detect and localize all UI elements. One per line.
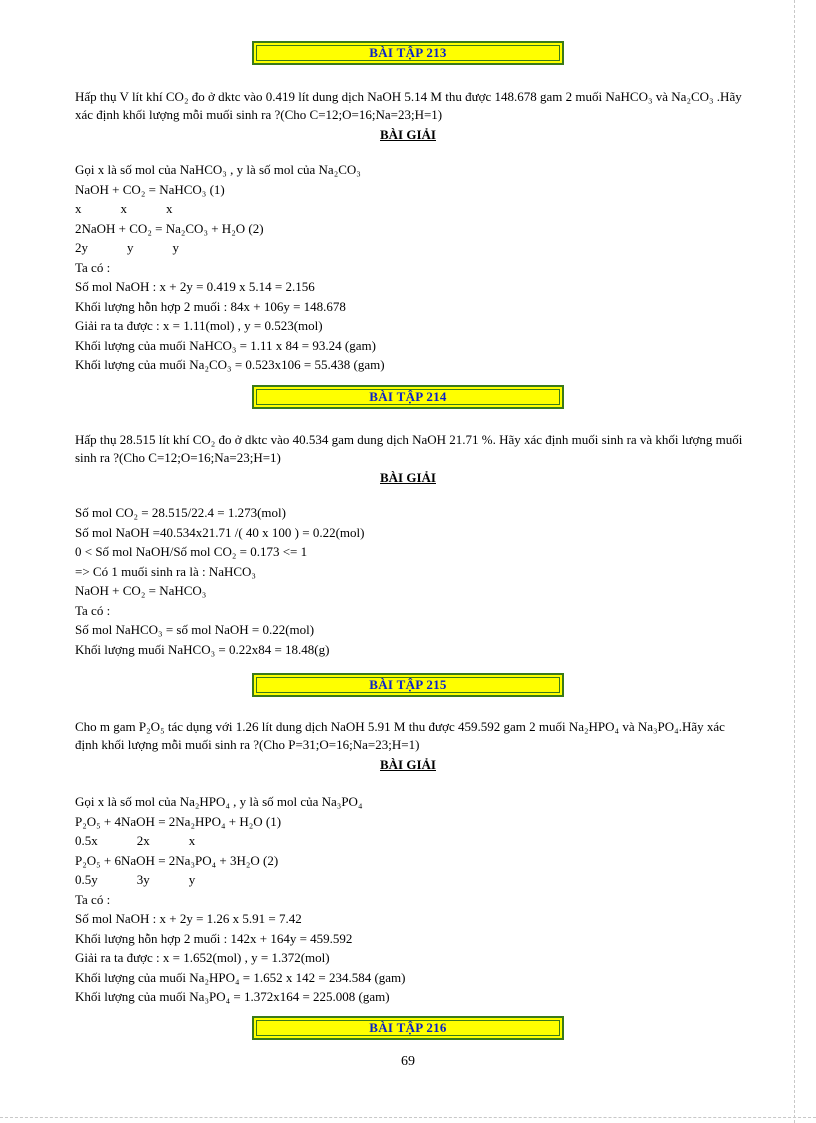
problem-statement-214: Hấp thụ 28.515 lít khí CO₂ đo ở dktc vào 40.534 gam dung dịch NaOH 21.71 %. Hãy xác định muối sinh ra và khối lượng muối sinh ra ?(Cho C=12;O=16;Na=23;H=1) <box>75 432 743 465</box>
section-title-text: BÀI TẬP 214 <box>369 389 447 404</box>
solution-lines-213 <box>75 160 715 375</box>
solution-line: Khối lượng muối NaHCO₃ = 0.22x84 = 18.48(g) <box>75 641 330 657</box>
page-margin-guide-bottom <box>0 1117 816 1118</box>
solution-line: Khối lượng hỗn hợp 2 muối : 142x + 164y = 459.592 <box>75 930 353 946</box>
section-title-text: BÀI TẬP 216 <box>369 1020 447 1035</box>
solution-heading-214: BÀI GIẢI <box>380 470 436 485</box>
solution-line: => Có 1 muối sinh ra là : NaHCO₃ <box>75 563 256 579</box>
solution-line: Ta có : <box>75 602 111 618</box>
solution-line: Khối lượng của muối Na₃PO₄ = 1.372x164 = 225.008 (gam) <box>75 989 390 1004</box>
solution-line: Khối lượng của muối Na₂CO₃ = 0.523x106 = 55.438 (gam) <box>75 357 385 372</box>
solution-line: Ta có : <box>75 891 111 907</box>
solution-line: Gọi x là số mol của NaHCO₃ , y là số mol của Na₂CO₃ <box>75 162 361 177</box>
solution-line: P₂O₅ + 4NaOH = 2Na₂HPO₄ + H₂O (1) <box>75 813 282 829</box>
solution-line: Ta có : <box>75 259 111 275</box>
solution-heading-213: BÀI GIẢI <box>380 127 436 142</box>
section-title-214 <box>252 385 564 409</box>
page-margin-guide-right <box>794 0 795 1123</box>
solution-line: Số mol NaOH : x + 2y = 1.26 x 5.91 = 7.42 <box>75 911 302 926</box>
problem-statement-215: Cho m gam P₂O₅ tác dụng với 1.26 lít dung dịch NaOH 5.91 M thu được 459.592 gam 2 muối Na₂HPO₄ và Na₃PO₄.Hãy xác định khối lượng mỗi muối sinh ra ?(Cho P=31;O=16;Na=23;H=1) <box>75 719 725 752</box>
solution-lines-215 <box>75 792 715 1007</box>
solution-line: NaOH + CO₂ = NaHCO₃ (1) <box>75 181 225 197</box>
solution-line: Khối lượng hỗn hợp 2 muối : 84x + 106y = 148.678 <box>75 298 346 314</box>
solution-line: Khối lượng của muối Na₂HPO₄ = 1.652 x 142 = 234.584 (gam) <box>75 969 406 985</box>
solution-line: Khối lượng của muối NaHCO₃ = 1.11 x 84 = 93.24 (gam) <box>75 337 376 353</box>
solution-line: 0 < Số mol NaOH/Số mol CO₂ = 0.173 <= 1 <box>75 544 308 559</box>
solution-line: 0.5y 3y y <box>75 872 196 887</box>
solution-line: 2y y y <box>75 240 179 255</box>
solution-line: Giải ra ta được : x = 1.652(mol) , y = 1.372(mol) <box>75 950 330 965</box>
solution-line: Số mol NaOH : x + 2y = 0.419 x 5.14 = 2.156 <box>75 279 315 294</box>
section-title-215 <box>252 673 564 697</box>
solution-line: P₂O₅ + 6NaOH = 2Na₃PO₄ + 3H₂O (2) <box>75 852 279 868</box>
section-title-213 <box>252 41 564 65</box>
solution-line: Số mol NaHCO₃ = số mol NaOH = 0.22(mol) <box>75 622 315 637</box>
problem-statement-213: Hấp thụ V lít khí CO₂ đo ở dktc vào 0.419 lít dung dịch NaOH 5.14 M thu được 148.678 gam 2 muối NaHCO₃ và Na₂CO₃ .Hãy xác định khối lượng mỗi muối sinh ra ?(Cho C=12;O=16;Na=23;H=1) <box>75 89 742 122</box>
section-title-text: BÀI TẬP 215 <box>369 677 447 692</box>
section-title-216 <box>252 1016 564 1040</box>
solution-line: Giải ra ta được : x = 1.11(mol) , y = 0.523(mol) <box>75 318 323 333</box>
solution-lines-214 <box>75 503 715 659</box>
solution-line: Số mol NaOH =40.534x21.71 /( 40 x 100 ) = 0.22(mol) <box>75 524 365 540</box>
solution-line: Số mol CO₂ = 28.515/22.4 = 1.273(mol) <box>75 505 286 520</box>
solution-heading-215: BÀI GIẢI <box>380 757 436 772</box>
section-title-text: BÀI TẬP 213 <box>369 45 447 60</box>
solution-line: Gọi x là số mol của Na₂HPO₄ , y là số mol của Na₃PO₄ <box>75 794 363 809</box>
solution-line: 2NaOH + CO₂ = Na₂CO₃ + H₂O (2) <box>75 220 264 236</box>
page-number: 69 <box>401 1054 415 1069</box>
solution-line: 0.5x 2x x <box>75 833 196 848</box>
solution-line: NaOH + CO₂ = NaHCO₃ <box>75 583 207 598</box>
solution-line: x x x <box>75 201 173 216</box>
